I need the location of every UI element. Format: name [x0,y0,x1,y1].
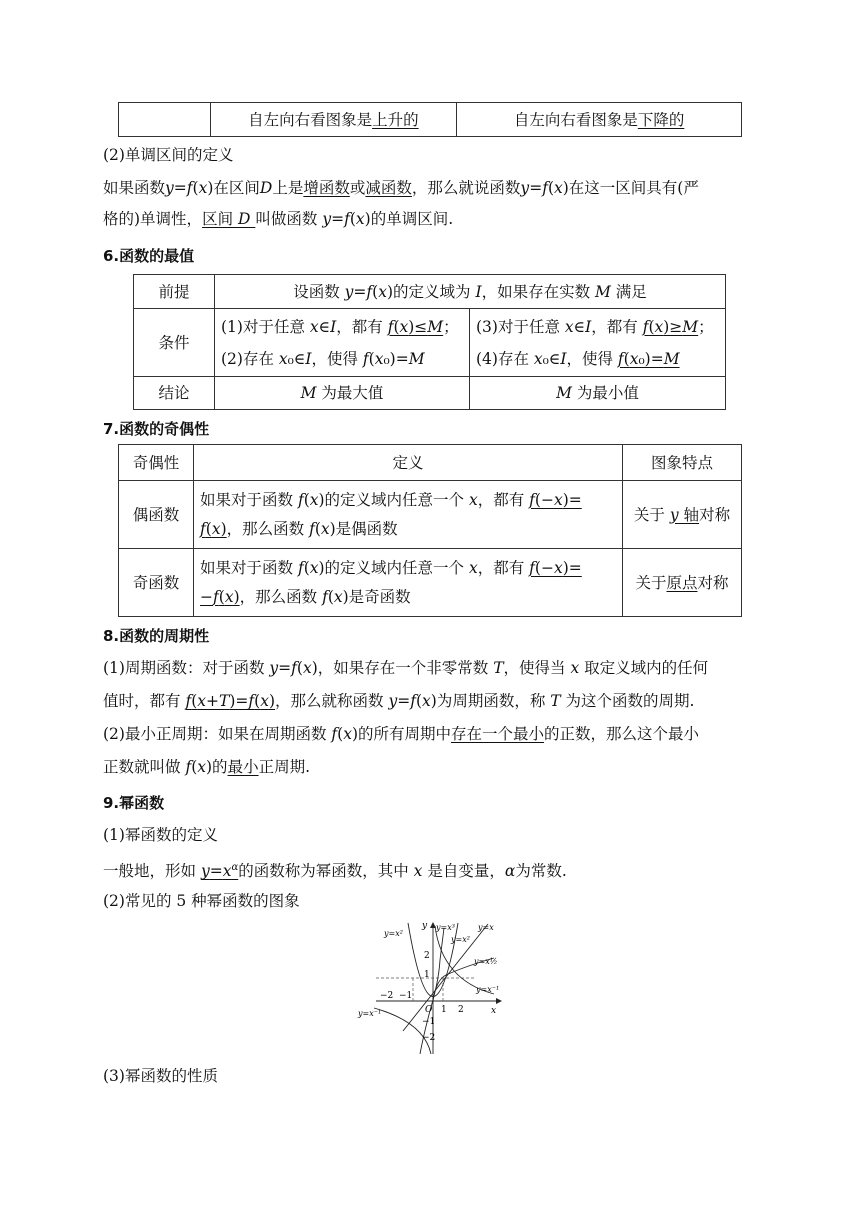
power-def-title: (1)幂函数的定义 [103,826,218,844]
increasing-cell: 自左向右看图象是上升的 [210,103,457,137]
label-xhalf: y=x½ [474,957,498,966]
power-function-graph [356,920,506,1058]
label-xinv2: y=x⁻¹ [358,1009,382,1018]
conclusion-label: 结论 [134,377,215,410]
premise-text: 设函数 y=f(x)的定义域为 I，如果存在实数 M 满足 [215,275,726,309]
conclusion-min: M 为最小值 [470,377,726,410]
period-line2: 值时，都有 f(x+T)=f(x)，那么就称函数 y=f(x)为周期函数，称 T 为这个函数的周期. [103,692,695,710]
label-x2: y=x² [384,929,403,938]
label-x2b: y=x² [451,935,470,944]
even-feature: 关于 y 轴对称 [623,481,742,549]
odd-label: 奇函数 [119,549,194,617]
period-heading: 8.函数的周期性 [103,627,210,645]
parity-col-header: 奇偶性 [119,445,194,481]
period-line1: (1)周期函数：对于函数 y=f(x)，如果存在一个非零常数 T，使得当 x 取定义域内的任何 [103,659,709,677]
power-prop-title: (3)幂函数的性质 [103,1067,218,1085]
period-line3: (2)最小正周期：如果在周期函数 f(x)的所有周期中存在一个最小的正数，那么这个最小 [103,725,700,743]
label-x-axis: x [491,1006,497,1016]
condition-label: 条件 [134,309,215,377]
parity-table [118,444,742,617]
decreasing-cell: 自左向右看图象是下降的 [457,103,742,137]
tick-y2: 2 [424,951,430,961]
tick-ym1: −1 [422,1017,436,1027]
tick-ym2: −2 [422,1033,436,1043]
condition-max: (1)对于任意 x∈I，都有 f(x)≤M； (2)存在 x₀∈I，使得 f(x₀)=M [215,309,470,377]
x-axis-arrow [496,998,502,1004]
power-graph-title: (2)常见的 5 种幂函数的图象 [103,892,300,910]
conclusion-max: M 为最大值 [215,377,470,410]
period-line4: 正数就叫做 f(x)的最小正周期. [103,758,311,776]
curve-y-inv-q3 [374,1008,431,1054]
interval-text-line2: 格的)单调性，区间 D 叫做函数 y=f(x)的单调区间. [103,210,454,228]
empty-cell [119,103,211,137]
interval-text-line1: 如果函数y=f(x)在区间D上是增函数或减函数，那么就说函数y=f(x)在这一区间具有(严 [103,179,699,197]
tick-x2: 2 [458,1005,464,1015]
tick-xm2: −2 [380,991,394,1001]
odd-feature: 关于原点对称 [623,549,742,617]
even-label: 偶函数 [119,481,194,549]
label-xinv: y=x⁻¹ [476,985,500,994]
condition-min: (3)对于任意 x∈I，都有 f(x)≥M； (4)存在 x₀∈I，使得 f(x₀)=M [470,309,726,377]
even-definition: 如果对于函数 f(x)的定义域内任意一个 x，都有 f(−x)= f(x)，那么函数 f(x)是偶函数 [194,481,623,549]
label-x3: y=x³ [436,923,455,932]
feature-col-header: 图象特点 [623,445,742,481]
extreme-table [133,274,726,410]
interval-title: (2)单调区间的定义 [103,146,234,164]
tick-xm1: −1 [399,991,413,1001]
label-y-axis: y [422,921,428,931]
tick-y1: 1 [424,970,430,980]
tick-x1: 1 [441,1005,447,1015]
odd-definition: 如果对于函数 f(x)的定义域内任意一个 x，都有 f(−x)= −f(x)，那么函数 f(x)是奇函数 [194,549,623,617]
label-origin: O [425,1005,433,1015]
parity-heading: 7.函数的奇偶性 [103,420,210,438]
label-x: y=x [478,923,494,932]
power-heading: 9.幂函数 [103,794,165,812]
extreme-heading: 6.函数的最值 [103,247,195,265]
monotonicity-table-tail [118,102,742,137]
power-def: 一般地，形如 $y=x^\alpha$的函数称为幂函数，其中 x 是自变量，α为常数. [103,862,567,881]
premise-label: 前提 [134,275,215,309]
definition-col-header: 定义 [194,445,623,481]
